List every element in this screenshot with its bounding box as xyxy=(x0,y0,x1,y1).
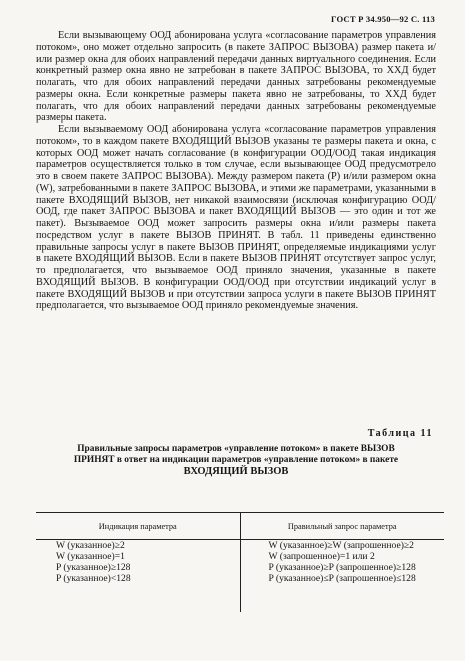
table-row xyxy=(36,540,444,563)
table-cell-p-indication xyxy=(36,562,240,612)
parameters-table xyxy=(36,512,444,612)
column-header-request: Правильный запрос параметра xyxy=(240,513,444,540)
table-cell-p-request xyxy=(240,562,444,612)
table-caption xyxy=(36,444,436,477)
table-header-row xyxy=(36,513,444,540)
w-request-1: W (указанное)≥W (запрошенное)≥2 xyxy=(268,540,414,551)
caption-line-1: Правильные запросы параметров «управление потоком» в пакете ВЫЗОВ xyxy=(77,444,395,454)
caption-line-2: ПРИНЯТ в ответ на индикации параметров «управление потоком» в пакете xyxy=(73,455,399,465)
table-title: Таблица 11 xyxy=(367,428,433,439)
paragraph-2: Если вызываемому ООД абонирована услуга «согласование параметров управления потоком», то в каждом пакете ВХОДЯЩИЙ ВЫЗОВ указаны те размеры пакета и окна, с которых ООД может начать согласование (в конфигурации ООД/ООД такая индикация параметров осуществляется только в том случае, если вызывающее ООД предусмотрело это в своем пакете ЗАПРОС ВЫЗОВА). Между размером пакета (P) и/или размером окна (W), затребованными в пакете ЗАПРОС ВЫЗОВА, и этими же параметрами, указанными в пакете ВХОДЯЩИЙ ВЫЗОВ, нет никакой взаимосвязи (исключая конфигурацию ООД/ООД, где пакет ЗАПРОС ВЫЗОВА и пакет ВХОДЯЩИЙ ВЫЗОВ — это один и тот же пакет). Вызываемое ООД может запросить размеры окна и/или размеры пакета посредством услуг в пакете ВЫЗОВ ПРИНЯТ. В табл. 11 приведены единственно правильные запросы услуг в пакете ВЫЗОВ ПРИНЯТ, определяемые индикациями услуг в пакете ВХОДЯЩИЙ ВЫЗОВ. Если в пакете ВЫЗОВ ПРИНЯТ отсутствует запрос услуг, то предполагается, что вызываемое ООД приняло значения, указанные в пакете ВХОДЯЩИЙ ВЫЗОВ. В конфигурации ООД/ООД при отсутствии индикаций услуг в пакете ВХОДЯЩИЙ ВЫЗОВ и при отсутствии запроса услуги в пакете ВЫЗОВ ПРИНЯТ предполагается, что вызываемое ООД приняло рекомендуемые значения. xyxy=(36,124,436,312)
p-request-1: P (указанное)≥P (запрошенное)≥128 xyxy=(268,562,416,573)
w-indication-1: W (указанное)≥2 xyxy=(56,540,125,551)
paragraph-1: Если вызывающему ООД абонирована услуга «согласование параметров управления потоком», оно может отдельно запросить (в пакете ЗАПРОС ВЫЗОВА) размер пакета и/или размер окна для обоих направлений передачи данных виртуального соединения. Если конкретный размер окна явно не затребован в пакете ЗАПРОС ВЫЗОВА, то ХХД будет полагать, что для обоих направлений передачи данных затребованы рекомендуемые размеры окна. Если конкретные размеры пакета явно не затребованы, то ХХД будет полагать, что для обоих направлений передачи данных затребованы рекомендуемые размеры пакета. xyxy=(36,30,436,124)
p-request-2: P (указанное)≤P (запрошенное)≤128 xyxy=(268,573,416,584)
page-header: ГОСТ Р 34.950—92 С. 113 xyxy=(330,14,435,24)
table-cell-w-request xyxy=(240,540,444,563)
p-indication-2: P (указанное)<128 xyxy=(56,573,131,584)
caption-line-3: ВХОДЯЩИЙ ВЫЗОВ xyxy=(183,466,289,477)
p-indication-1: P (указанное)≥128 xyxy=(56,562,131,573)
w-indication-2: W (указанное)=1 xyxy=(56,551,125,562)
column-header-indication: Индикация параметра xyxy=(36,513,240,540)
table-row xyxy=(36,562,444,612)
table-cell-w-indication xyxy=(36,540,240,563)
w-request-2: W (запрошенное)=1 или 2 xyxy=(268,551,375,562)
body-text xyxy=(36,30,436,312)
